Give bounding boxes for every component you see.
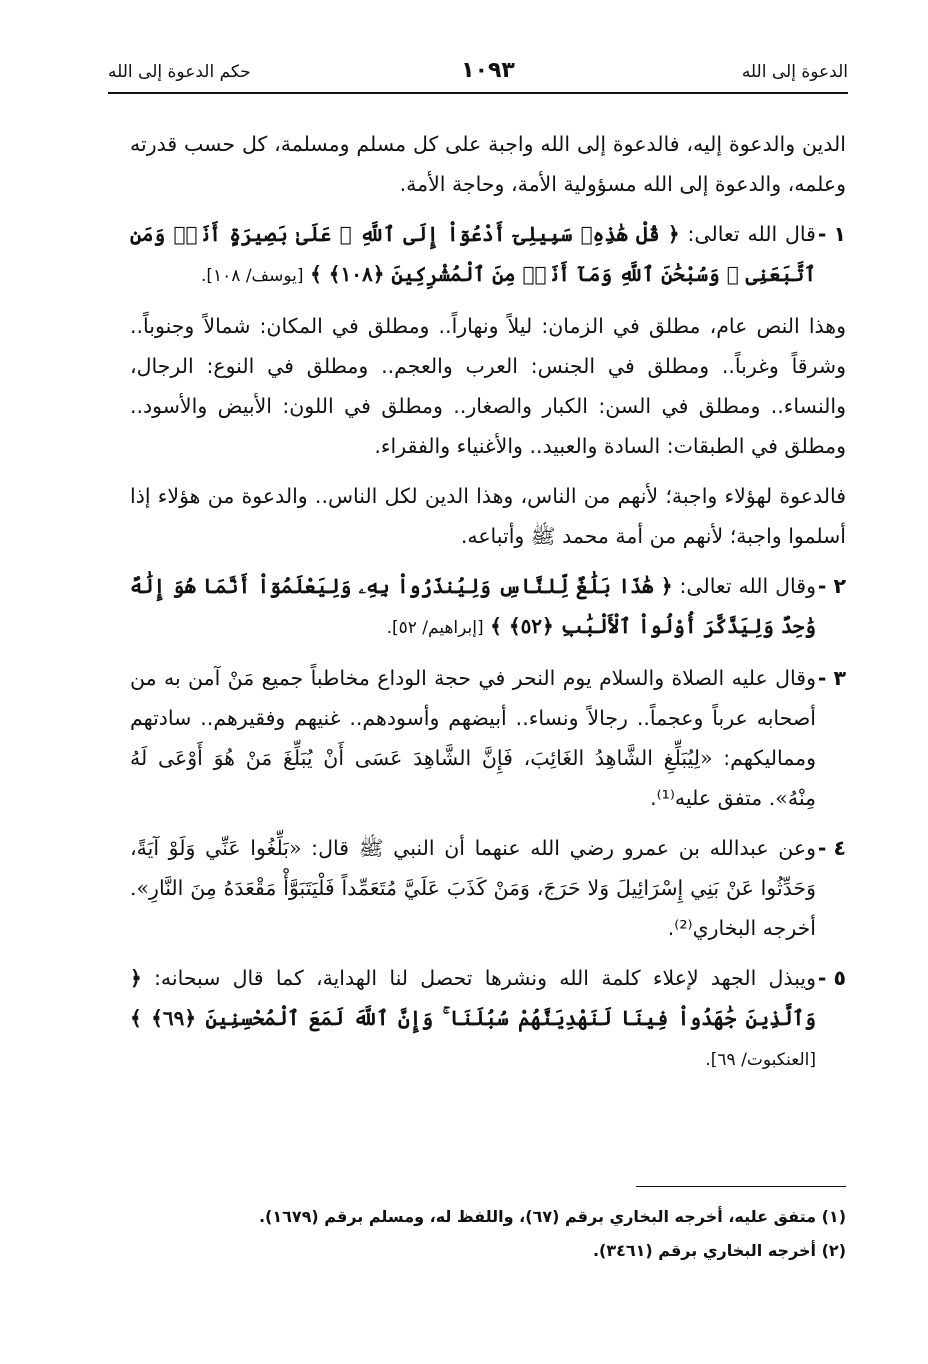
footnote-divider: [636, 1186, 846, 1187]
quran-verse: ﴿ وَٱلَّذِينَ جَٰهَدُواْ فِينَا لَنَهْدِيَنَّهُمْ سُبُلَنَا ۚ وَإِنَّ ٱللَّهَ لَمَعَ ٱلْمُحْسِنِينَ ﴿٦٩﴾ ﴾: [130, 966, 816, 1030]
verse-reference: [إبراهيم/ ٥٢].: [386, 618, 484, 638]
hadith-text: «لِيُبَلِّغِ الشَّاهِدُ الغَائِبَ، فَإِنَّ الشَّاهِدَ عَسَى أَنْ يُبَلِّغَ مَنْ هُوَ أَوْعَى لَهُ مِنْهُ».: [130, 746, 816, 810]
list-item-2: [130, 566, 846, 648]
footnote-1: (١) متفق عليه، أخرجه البخاري برقم (٦٧)، واللفظ له، ومسلم برقم (١٦٧٩).: [258, 1207, 846, 1226]
running-header: [108, 58, 848, 92]
item-number: ٢ -: [817, 574, 846, 598]
item-lead: قال الله تعالى:: [687, 222, 816, 246]
hadith-text: «بَلِّغُوا عَنِّي وَلَوْ آيَةً، وَحَدِّثُوا عَنْ بَنِي إِسْرَائِيلَ وَلا حَرَجَ، وَمَنْ كَذَبَ عَلَيَّ مُتَعَمِّداً فَلْيَتَبَوَّأْ مَقْعَدَهُ مِنَ النَّارِ».: [130, 836, 816, 900]
quran-verse: ﴿ قُلْ هَٰذِهِۦ سَبِيلِىٓ أَدْعُوٓاْ إِلَى ٱللَّهِ ۚ عَلَىٰ بَصِيرَةٍ أَنَا۠ وَمَنِ ٱتَّبَعَنِى ۖ وَسُبْحَٰنَ ٱللَّهِ وَمَآ أَنَا۠ مِنَ ٱلْمُشْرِكِينَ ﴿١٠٨﴾ ﴾: [130, 222, 816, 286]
intro-paragraph: الدين والدعوة إليه، فالدعوة إلى الله واجبة على كل مسلم ومسلمة، كل حسب قدرته وعلمه، والدعوة إلى الله مسؤولية الأمة، وحاجة الأمة.: [130, 132, 846, 196]
hadith-source: متفق عليه⁽¹⁾.: [650, 786, 763, 810]
item-text: ويبذل الجهد لإعلاء كلمة الله ونشرها تحصل لنا الهداية، كما قال سبحانه:: [153, 966, 816, 990]
item-text: وقال عليه الصلاة والسلام يوم النحر في حجة الوداع مخاطباً جميع مَنْ آمن به من أصحابه عرباً وعجماً.. رجالاً ونساء.. أبيضهم وأسودهم.. غنيهم وفقيرهم.. سادتهم ومماليكهم:: [130, 666, 816, 770]
verse-reference: [يوسف/ ١٠٨].: [200, 266, 304, 286]
obligation-paragraph: فالدعوة لهؤلاء واجبة؛ لأنهم من الناس، وهذا الدين لكل الناس.. والدعوة من هؤلاء إذا أسلموا واجبة؛ لأنهم من أمة محمد ﷺ وأتباعه.: [130, 484, 846, 548]
generality-paragraph: وهذا النص عام، مطلق في الزمان: ليلاً ونهاراً.. ومطلق في المكان: شمالاً وجنوباً.. وشرقاً وغرباً.. ومطلق في الجنس: العرب والعجم.. ومطلق في النوع: الرجال، والنساء.. ومطلق في السن: الكبار والصغار.. ومطلق في اللون: الأبيض والأسود.. ومطلق في الطبقات: السادة والعبيد.. والأغنياء والفقراء.: [130, 314, 846, 458]
header-chapter-title: حكم الدعوة إلى الله: [108, 62, 251, 82]
quran-verse: ﴿ هَٰذَا بَلَٰغٌ لِّلنَّاسِ وَلِيُنذَرُواْ بِهِۦ وَلِيَعْلَمُوٓاْ أَنَّمَا هُوَ إِلَٰهٌ وَٰحِدٌ وَلِيَذَّكَّرَ أُوْلُواْ ٱلْأَلْبَٰبِ ﴿٥٢﴾ ﴾: [130, 574, 816, 638]
header-divider: [108, 92, 848, 94]
footnote-2: (٢) أخرجه البخاري برقم (٣٤٦١).: [592, 1241, 846, 1260]
verse-reference: [العنكبوت/ ٦٩].: [705, 1050, 816, 1070]
header-book-title: الدعوة إلى الله: [741, 62, 848, 82]
item-lead: وقال الله تعالى:: [679, 574, 816, 598]
page-number: ١٠٩٣: [461, 58, 515, 83]
hadith-source: أخرجه البخاري⁽²⁾.: [667, 916, 816, 940]
main-text: [130, 124, 846, 1090]
item-text: وعن عبدالله بن عمرو رضي الله عنهما أن النبي ﷺ قال:: [311, 836, 816, 860]
list-item-5: [130, 958, 846, 1080]
item-number: ١ -: [817, 222, 846, 246]
footnotes: [130, 1200, 846, 1268]
item-number: ٥ -: [817, 966, 846, 990]
item-number: ٤ -: [817, 836, 846, 860]
list-item-3: [130, 658, 846, 818]
list-item-1: [130, 214, 846, 296]
list-item-4: [130, 828, 846, 948]
item-number: ٣ -: [817, 666, 846, 690]
